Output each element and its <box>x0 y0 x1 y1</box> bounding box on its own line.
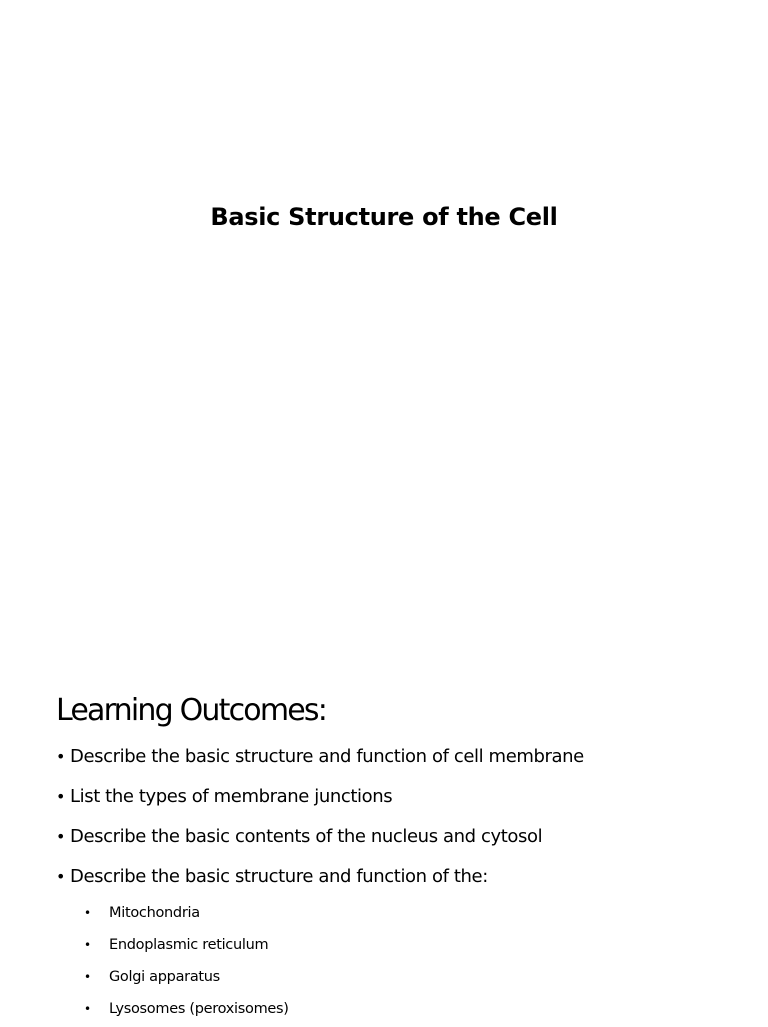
list-item-text: Describe the basic structure and function of cell membrane <box>70 746 584 767</box>
slide-title: Basic Structure of the Cell <box>210 203 558 231</box>
outcomes-list <box>56 743 584 903</box>
list-item <box>56 743 584 783</box>
sub-list-item <box>84 931 289 963</box>
list-item <box>56 863 584 903</box>
sub-list-item-text: Endoplasmic reticulum <box>109 937 269 953</box>
sub-list-item <box>84 899 289 931</box>
list-item <box>56 783 584 823</box>
sub-list-item-text: Mitochondria <box>109 905 200 921</box>
sub-bullet-icon: • <box>84 1002 91 1016</box>
sub-list-item-text: Golgi apparatus <box>109 969 220 985</box>
bullet-icon: • <box>56 747 66 766</box>
title-slide <box>0 0 768 480</box>
sub-bullet-icon: • <box>84 938 91 952</box>
sub-bullet-icon: • <box>84 906 91 920</box>
bullet-icon: • <box>56 787 66 806</box>
list-item-text: List the types of membrane junctions <box>70 786 393 807</box>
bullet-icon: • <box>56 827 66 846</box>
organelle-sub-list <box>84 899 289 1027</box>
sub-bullet-icon: • <box>84 970 91 984</box>
list-item-text: Describe the basic structure and function of the: <box>70 866 488 887</box>
bullet-icon: • <box>56 867 66 886</box>
sub-list-item <box>84 995 289 1027</box>
list-item-text: Describe the basic contents of the nucleus and cytosol <box>70 826 543 847</box>
learning-outcomes-heading: Learning Outcomes: <box>56 693 327 728</box>
sub-list-item-text: Lysosomes (peroxisomes) <box>109 1001 289 1017</box>
sub-list-item <box>84 963 289 995</box>
list-item <box>56 823 584 863</box>
learning-outcomes-slide <box>0 640 768 1024</box>
